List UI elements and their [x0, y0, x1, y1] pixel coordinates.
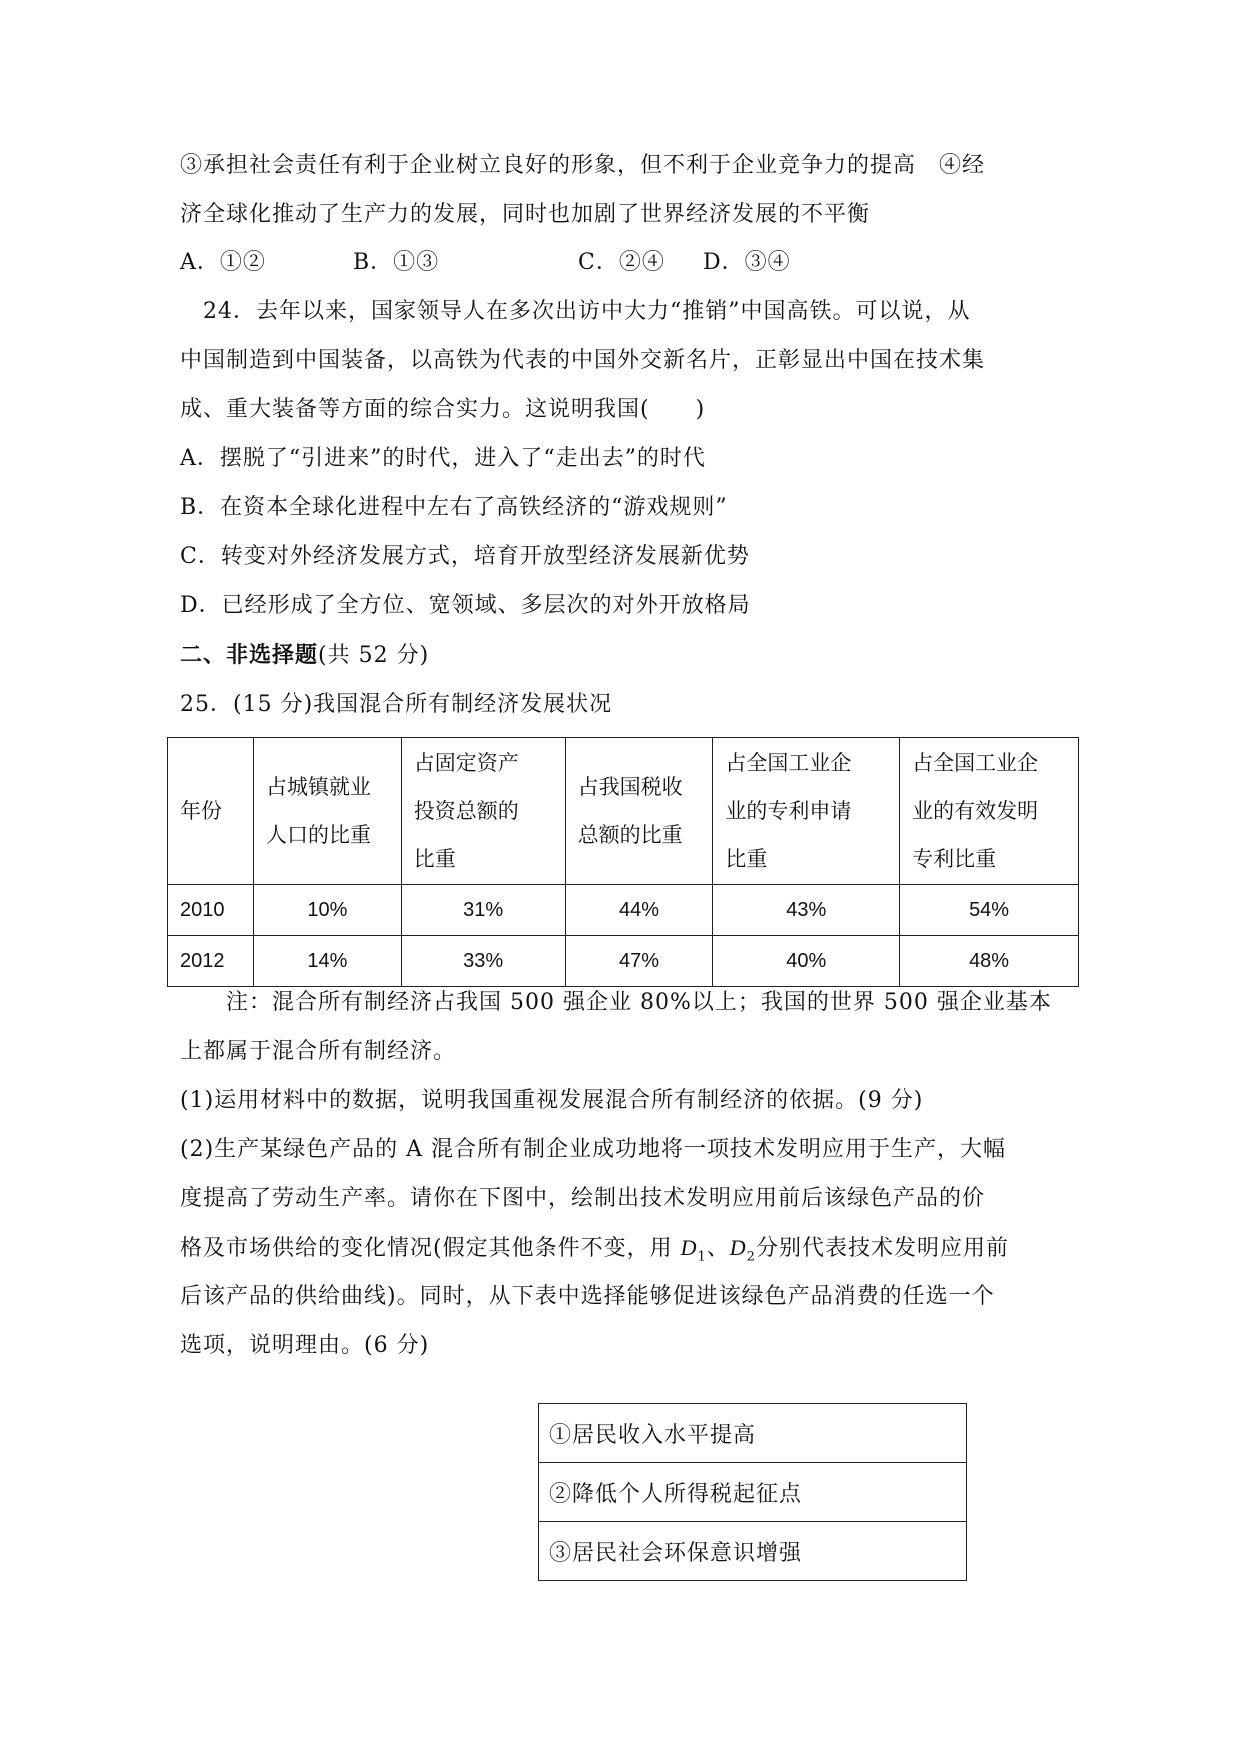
choice-item: ③居民社会环保意识增强 — [539, 1522, 967, 1581]
q25-title: 25．(15 分)我国混合所有制经济发展状况 — [180, 692, 613, 717]
table-row — [539, 1404, 967, 1463]
q23-option-d: D．③④ — [703, 250, 791, 275]
q24-text-line3: 成、重大装备等方面的综合实力。这说明我国( ) — [180, 397, 706, 422]
q25-sub2-line5: 选项，说明理由。(6 分) — [180, 1333, 430, 1358]
section-heading — [180, 640, 429, 671]
q23-option-c: C．②④ — [578, 250, 665, 275]
table-note-line2: 上都属于混合所有制经济。 — [180, 1039, 457, 1064]
table-cell: 44% — [565, 885, 713, 936]
header-cell: 占城镇就业 人口的比重 — [253, 738, 401, 885]
table-cell: 48% — [900, 936, 1079, 987]
d2-symbol: D — [729, 1235, 747, 1260]
q23-text-line1: ③承担社会责任有利于企业树立良好的形象，但不利于企业竞争力的提高 ④经 — [180, 153, 986, 178]
header-cell: 占全国工业企 业的专利申请 比重 — [713, 738, 900, 885]
table-cell: 54% — [900, 885, 1079, 936]
q25-sub1: (1)运用材料中的数据，说明我国重视发展混合所有制经济的依据。(9 分) — [180, 1088, 924, 1113]
table-cell: 47% — [565, 936, 713, 987]
d1-symbol: D — [680, 1235, 698, 1260]
section-title: 二、非选择题 — [180, 642, 319, 668]
table-cell: 2012 — [168, 936, 254, 987]
table-cell: 10% — [253, 885, 401, 936]
q25-sub2-line4: 后该产品的供给曲线)。同时，从下表中选择能够促进该绿色产品消费的任选一个 — [180, 1284, 995, 1309]
q25-sub2-line1: (2)生产某绿色产品的 A 混合所有制企业成功地将一项技术发明应用于生产，大幅 — [180, 1137, 1007, 1162]
table-cell: 14% — [253, 936, 401, 987]
choice-table — [538, 1403, 967, 1581]
table-cell: 40% — [713, 936, 900, 987]
choice-item: ②降低个人所得税起征点 — [539, 1463, 967, 1522]
q24-text-line1: 24．去年以来，国家领导人在多次出访中大力“推销”中国高铁。可以说，从 — [180, 299, 971, 324]
table-row — [539, 1463, 967, 1522]
header-cell: 年份 — [168, 738, 254, 885]
q23-options — [180, 248, 791, 278]
table-row — [168, 885, 1079, 936]
table-cell: 33% — [401, 936, 565, 987]
table-row — [168, 936, 1079, 987]
table-cell: 2010 — [168, 885, 254, 936]
table-row — [539, 1522, 967, 1581]
mixed-ownership-table — [167, 737, 1079, 987]
q23-option-a: A．①② — [180, 250, 266, 275]
header-cell: 占我国税收 总额的比重 — [565, 738, 713, 885]
q23-option-b: B．①③ — [353, 250, 440, 275]
q24-text-line2: 中国制造到中国装备，以高铁为代表的中国外交新名片，正彰显出中国在技术集 — [180, 348, 986, 373]
table-cell: 31% — [401, 885, 565, 936]
q25-sub2-line2: 度提高了劳动生产率。请你在下图中，绘制出技术发明应用前后该绿色产品的价 — [180, 1186, 986, 1211]
table-header-row — [168, 738, 1079, 885]
q24-option-c: C．转变对外经济发展方式，培育开放型经济发展新优势 — [180, 544, 750, 569]
q24-option-a: A．摆脱了“引进来”的时代，进入了“走出去”的时代 — [180, 446, 706, 471]
q25-sub2-line3: 格及市场供给的变化情况(假定其他条件不变，用 $D_1$、$D_2$分别代表技术发明应用前 — [180, 1235, 1009, 1265]
table-cell: 43% — [713, 885, 900, 936]
header-cell: 占固定资产 投资总额的 比重 — [401, 738, 565, 885]
table-note-line1: 注：混合所有制经济占我国 500 强企业 80%以上；我国的世界 500 强企业基本 — [180, 990, 1052, 1015]
header-cell: 占全国工业企 业的有效发明 专利比重 — [900, 738, 1079, 885]
q24-option-d: D．已经形成了全方位、宽领域、多层次的对外开放格局 — [180, 593, 751, 618]
section-score: (共 52 分) — [318, 643, 430, 668]
q24-option-b: B．在资本全球化进程中左右了高铁经济的“游戏规则” — [180, 495, 728, 520]
choice-item: ①居民收入水平提高 — [539, 1404, 967, 1463]
q23-text-line2: 济全球化推动了生产力的发展，同时也加剧了世界经济发展的不平衡 — [180, 202, 871, 227]
